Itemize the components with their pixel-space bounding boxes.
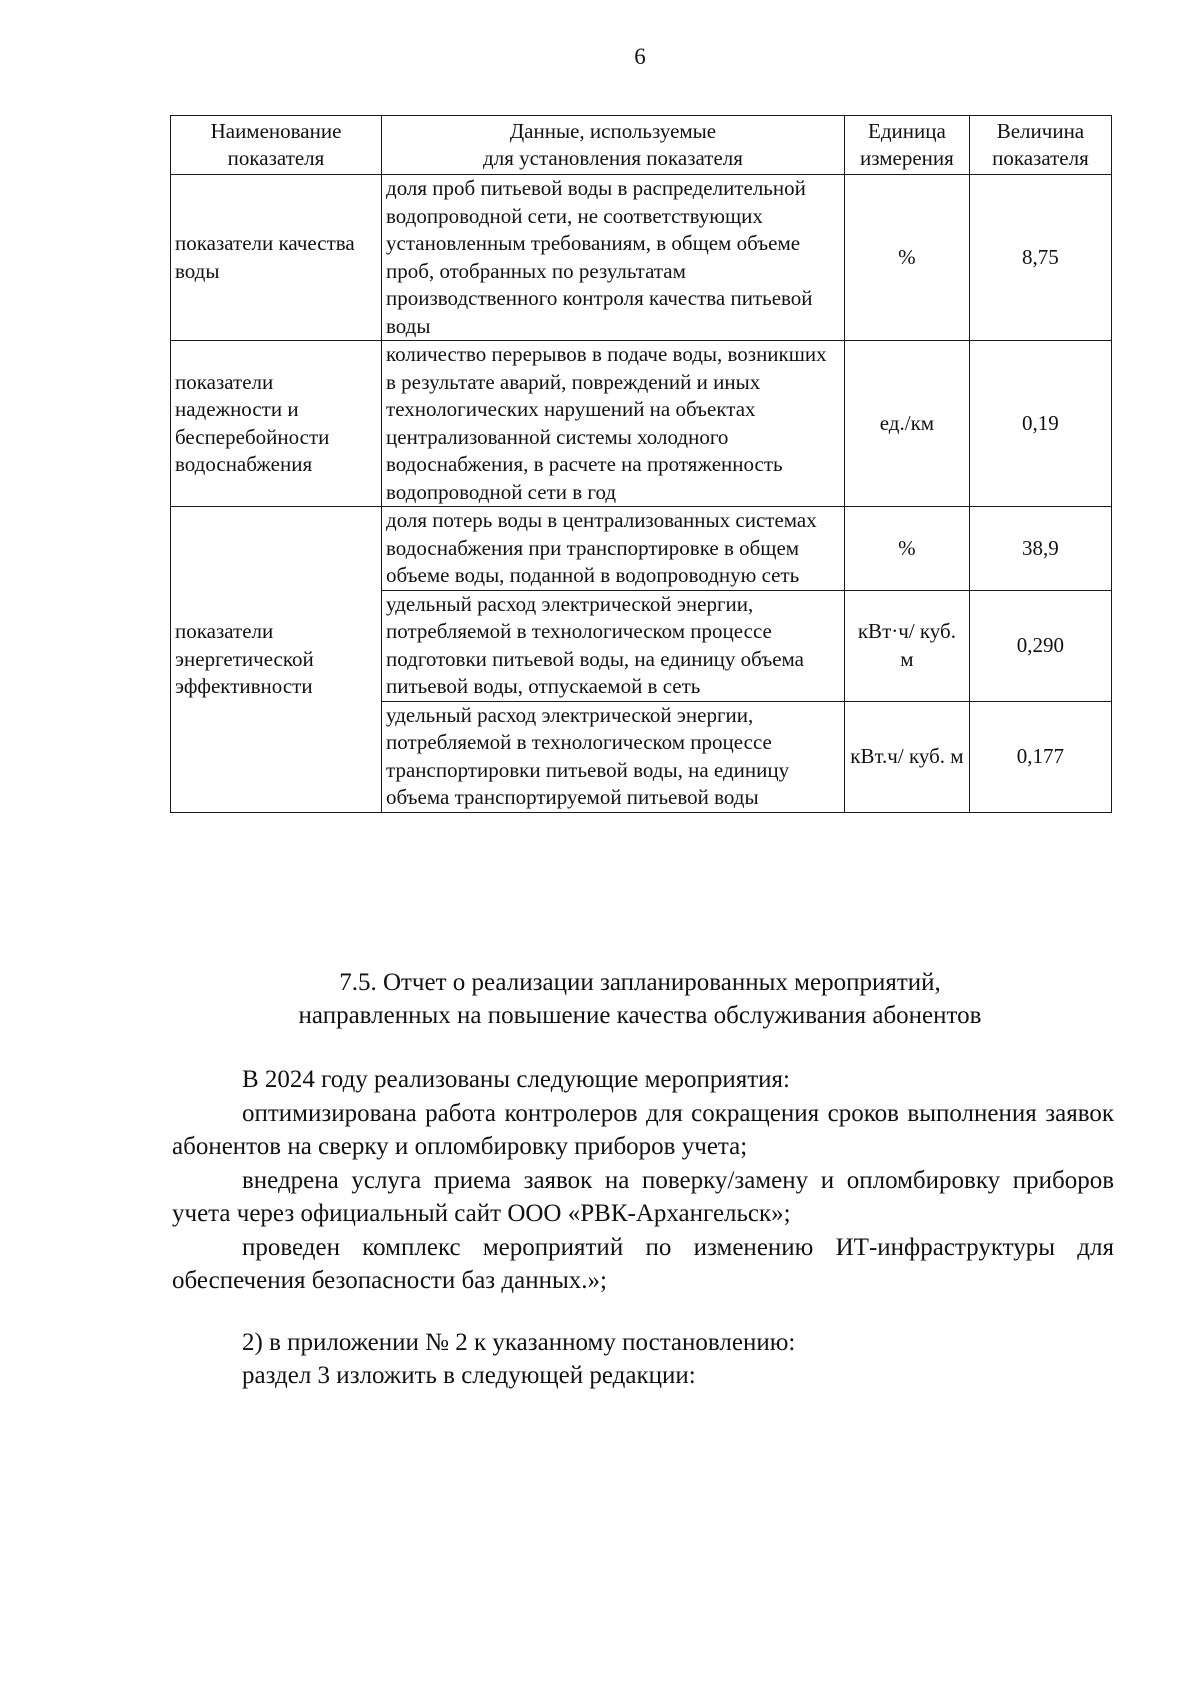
paragraph-item: оптимизирована работа контролеров для сокращения сроков выполнения заявок абонентов на сверку и опломбировку приборов учета; — [172, 1099, 1114, 1160]
indicator-value: 38,9 — [969, 507, 1111, 591]
header-name-line1: Наименование — [210, 119, 342, 143]
header-data — [382, 116, 845, 175]
indicator-unit: ед./км — [844, 341, 969, 507]
body-text — [172, 1063, 1114, 1393]
indicator-value: 0,177 — [969, 701, 1111, 812]
indicator-data: количество перерывов в подаче воды, возникших в результате аварий, повреждений и иных технологических нарушений на объектах централизованной системы холодного водоснабжения, в расчете на протяженность водопроводной сети в год — [382, 341, 845, 507]
header-data-line2: для установления показателя — [483, 146, 743, 170]
indicator-unit: кВт.ч/ куб. м — [844, 701, 969, 812]
header-value-line1: Величина — [996, 119, 1085, 143]
indicator-data: удельный расход электрической энергии, потребляемой в технологическом процессе транспортировки питьевой воды, на единицу объема транспортируемой питьевой воды — [382, 701, 845, 812]
section-title-line1: 7.5. Отчет о реализации запланированных мероприятий, — [339, 969, 941, 996]
paragraph-item: внедрена услуга приема заявок на поверку/замену и опломбировку приборов учета через официальный сайт ООО «РВК-Архангельск»; — [172, 1166, 1114, 1227]
table-row — [171, 175, 1112, 341]
header-name-line2: показателя — [227, 146, 325, 170]
indicator-unit: % — [844, 175, 969, 341]
indicator-data: доля потерь воды в централизованных системах водоснабжения при транспортировке в общем объеме воды, поданной в водопроводную сеть — [382, 507, 845, 591]
indicator-group-energy-efficiency: показатели энергетической эффективности — [171, 507, 382, 813]
table-row — [171, 341, 1112, 507]
header-unit-line2: измерения — [860, 146, 954, 170]
table-row — [171, 507, 1112, 591]
section-title-line2: направленных на повышение качества обслуживания абонентов — [298, 1002, 982, 1029]
header-value — [969, 116, 1111, 175]
indicator-unit: % — [844, 507, 969, 591]
indicator-value: 8,75 — [969, 175, 1111, 341]
indicator-unit: кВт·ч/ куб. м — [844, 590, 969, 701]
page-number: 6 — [634, 44, 646, 69]
paragraph-amendment: 2) в приложении № 2 к указанному постановлению: — [242, 1328, 796, 1356]
header-unit-line1: Единица — [868, 119, 946, 143]
header-name — [171, 116, 382, 175]
indicator-data: удельный расход электрической энергии, потребляемой в технологическом процессе подготовки питьевой воды, на единицу объема питьевой воды, отпускаемой в сеть — [382, 590, 845, 701]
indicator-group-water-quality: показатели качества воды — [171, 175, 382, 341]
indicator-group-reliability: показатели надежности и бесперебойности водоснабжения — [171, 341, 382, 507]
header-unit — [844, 116, 969, 175]
paragraph-item: проведен комплекс мероприятий по изменению ИТ-инфраструктуры для обеспечения безопасности баз данных.»; — [172, 1233, 1114, 1294]
paragraph-amendment: раздел 3 изложить в следующей редакции: — [242, 1362, 696, 1389]
indicator-value: 0,290 — [969, 590, 1111, 701]
section-title — [160, 966, 1120, 1032]
table-header-row — [171, 116, 1112, 175]
indicator-data: доля проб питьевой воды в распределительной водопроводной сети, не соответствующих установленным требованиям, в общем объеме проб, отобранных по результатам производственного контроля качества питьевой воды — [382, 175, 845, 341]
indicator-value: 0,19 — [969, 341, 1111, 507]
indicators-table — [170, 115, 1112, 813]
header-data-line1: Данные, используемые — [509, 119, 717, 143]
header-value-line2: показателя — [992, 146, 1089, 170]
paragraph-intro: В 2024 году реализованы следующие мероприятия: — [242, 1066, 790, 1093]
